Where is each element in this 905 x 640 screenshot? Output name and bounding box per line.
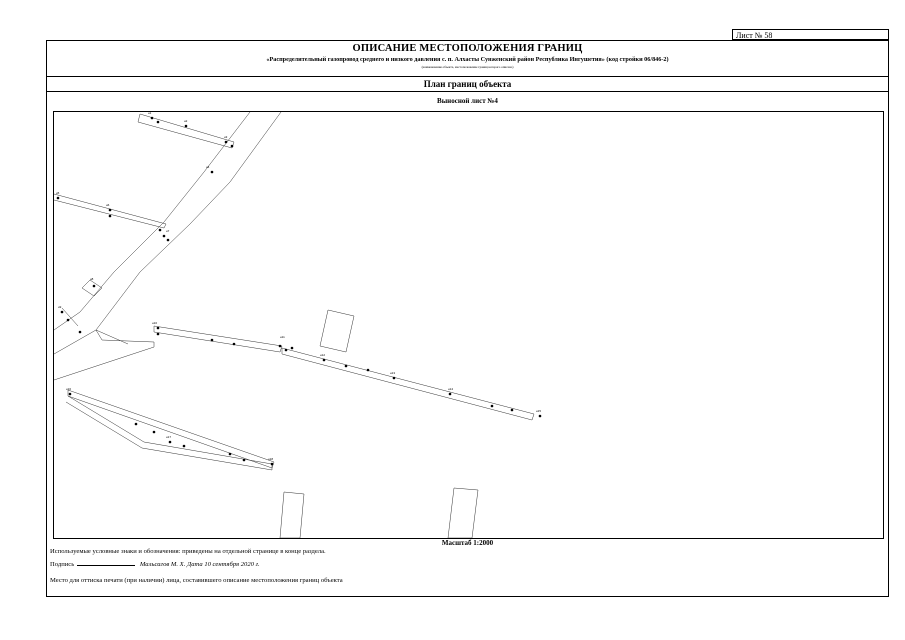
svg-text:н13: н13	[390, 371, 395, 375]
svg-text:н10: н10	[152, 321, 157, 325]
svg-text:н8: н8	[90, 277, 94, 281]
signature-label: Подпись	[50, 561, 75, 568]
svg-text:н18: н18	[268, 457, 273, 461]
svg-text:н15: н15	[536, 409, 541, 413]
plan-title: План границ объекта	[423, 79, 512, 89]
divider	[47, 76, 888, 77]
signer-name: Мальсагов М. Х.	[139, 561, 186, 568]
signature-line	[50, 558, 260, 568]
stamp-note: Место для оттиска печати (при наличии) лица, составившего описание местоположения границ объекта	[50, 577, 343, 584]
svg-text:н12: н12	[320, 353, 325, 357]
svg-text:н11: н11	[280, 335, 285, 339]
svg-text:н4: н4	[206, 165, 210, 169]
svg-text:н17: н17	[166, 435, 171, 439]
object-name-note: (наименование объекта, местоположение границ которого описано)	[421, 65, 514, 69]
svg-text:н7: н7	[166, 229, 170, 233]
svg-text:н9: н9	[58, 305, 62, 309]
document-title: ОПИСАНИЕ МЕСТОПОЛОЖЕНИЯ ГРАНИЦ	[352, 43, 583, 54]
date-label: Дата	[187, 561, 203, 568]
signature-date: 10 сентября 2020 г.	[204, 561, 260, 568]
divider	[47, 91, 888, 92]
map-drawing	[54, 112, 883, 538]
svg-text:н16: н16	[66, 387, 71, 391]
map-scale: Масштаб 1:2000	[441, 539, 494, 547]
boundary-map	[53, 111, 884, 539]
sheet-title: Выносной лист №4	[437, 97, 498, 105]
object-name: «Распределительный газопровод среднего и низкого давления с. п. Алхасты Сунженский район Республика Ингушетия» (код стройки 06/846-2)	[266, 56, 669, 63]
legend-note: Используемые условные знаки и обозначения: приведены на отдельной странице в конце раздела.	[50, 548, 326, 555]
svg-text:н3: н3	[224, 135, 228, 139]
sheet-number: Лист № 58	[732, 29, 889, 40]
document-frame	[46, 40, 889, 597]
svg-text:н6: н6	[106, 203, 110, 207]
svg-text:н2: н2	[184, 119, 188, 123]
signature-field	[77, 558, 135, 566]
svg-text:н1: н1	[148, 112, 152, 115]
svg-text:н5: н5	[56, 191, 60, 195]
svg-text:н14: н14	[448, 387, 453, 391]
